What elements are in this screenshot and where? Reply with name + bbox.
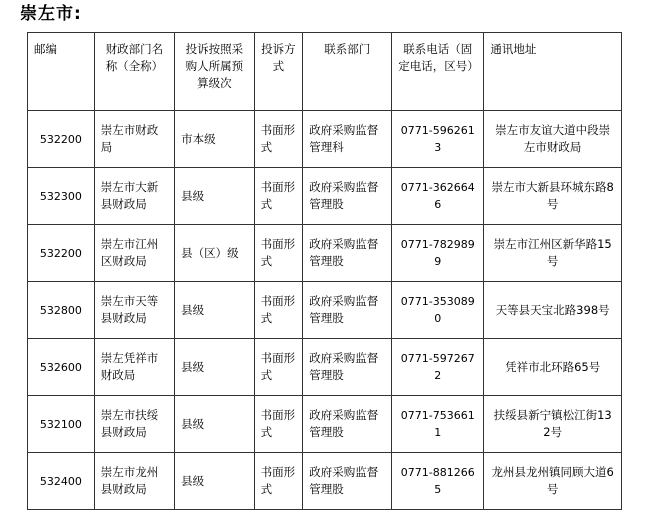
cell-budget-level: 县级 (175, 396, 254, 453)
cell-finance-dept: 崇左市天等县财政局 (94, 282, 174, 339)
table-row (28, 282, 622, 339)
table-row (28, 339, 622, 396)
cell-contact-dept: 政府采购监督管理股 (303, 225, 392, 282)
table-row (28, 396, 622, 453)
column-header-contact-dept: 联系部门 (303, 33, 392, 111)
column-header-address: 通讯地址 (484, 33, 622, 111)
cell-address: 崇左市大新县环城东路8号 (484, 168, 622, 225)
column-header-phone: 联系电话（固定电话，区号） (392, 33, 484, 111)
cell-postcode: 532800 (28, 282, 95, 339)
cell-phone: 0771-3626646 (392, 168, 484, 225)
cell-postcode: 532200 (28, 111, 95, 168)
cell-finance-dept: 崇左市扶绥县财政局 (94, 396, 174, 453)
cell-budget-level: 县级 (175, 282, 254, 339)
cell-contact-dept: 政府采购监督管理股 (303, 396, 392, 453)
cell-contact-dept: 政府采购监督管理股 (303, 453, 392, 510)
column-header-complaint-method: 投诉方式 (254, 33, 303, 111)
cell-postcode: 532400 (28, 453, 95, 510)
column-header-postcode: 邮编 (28, 33, 95, 111)
cell-complaint-method: 书面形式 (254, 453, 303, 510)
cell-phone: 0771-7536611 (392, 396, 484, 453)
cell-budget-level: 县级 (175, 453, 254, 510)
cell-postcode: 532600 (28, 339, 95, 396)
table-row (28, 453, 622, 510)
table-header-row (28, 33, 622, 111)
cell-address: 龙州县龙州镇同顾大道6号 (484, 453, 622, 510)
cell-complaint-method: 书面形式 (254, 168, 303, 225)
cell-address: 崇左市江州区新华路15号 (484, 225, 622, 282)
cell-contact-dept: 政府采购监督管理科 (303, 111, 392, 168)
table-row (28, 111, 622, 168)
finance-contacts-table (27, 32, 622, 510)
cell-finance-dept: 崇左市江州区财政局 (94, 225, 174, 282)
table-row (28, 168, 622, 225)
cell-phone: 0771-5962613 (392, 111, 484, 168)
cell-complaint-method: 书面形式 (254, 111, 303, 168)
cell-address: 凭祥市北环路65号 (484, 339, 622, 396)
cell-budget-level: 县级 (175, 339, 254, 396)
cell-phone: 0771-7829899 (392, 225, 484, 282)
cell-finance-dept: 崇左市财政局 (94, 111, 174, 168)
cell-complaint-method: 书面形式 (254, 339, 303, 396)
cell-postcode: 532300 (28, 168, 95, 225)
cell-postcode: 532100 (28, 396, 95, 453)
cell-phone: 0771-3530890 (392, 282, 484, 339)
cell-address: 扶绥县新宁镇松江街132号 (484, 396, 622, 453)
cell-contact-dept: 政府采购监督管理股 (303, 168, 392, 225)
cell-budget-level: 县级 (175, 168, 254, 225)
cell-address: 天等县天宝北路398号 (484, 282, 622, 339)
cell-phone: 0771-8812665 (392, 453, 484, 510)
cell-contact-dept: 政府采购监督管理股 (303, 339, 392, 396)
cell-budget-level: 县（区）级 (175, 225, 254, 282)
cell-contact-dept: 政府采购监督管理股 (303, 282, 392, 339)
column-header-finance-dept: 财政部门名称（全称） (94, 33, 174, 111)
cell-finance-dept: 崇左凭祥市财政局 (94, 339, 174, 396)
cell-phone: 0771-5972672 (392, 339, 484, 396)
cell-complaint-method: 书面形式 (254, 225, 303, 282)
cell-complaint-method: 书面形式 (254, 396, 303, 453)
cell-postcode: 532200 (28, 225, 95, 282)
cell-budget-level: 市本级 (175, 111, 254, 168)
cell-address: 崇左市友谊大道中段崇左市财政局 (484, 111, 622, 168)
cell-finance-dept: 崇左市大新县财政局 (94, 168, 174, 225)
cell-finance-dept: 崇左市龙州县财政局 (94, 453, 174, 510)
column-header-budget-level: 投诉按照采购人所属预算级次 (175, 33, 254, 111)
cell-complaint-method: 书面形式 (254, 282, 303, 339)
table-row (28, 225, 622, 282)
page-title: 崇左市: (20, 4, 82, 24)
